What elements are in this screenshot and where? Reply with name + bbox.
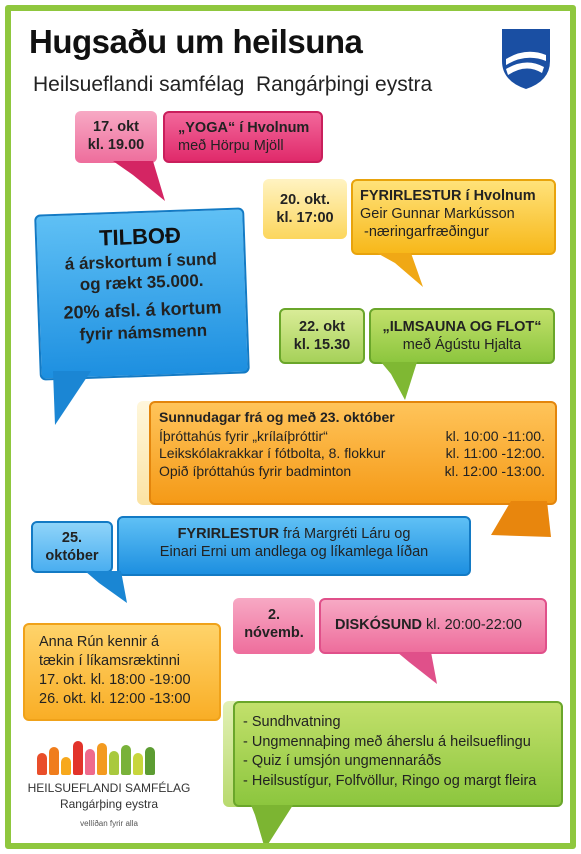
offer-line4: fyrir námsmenn <box>79 320 208 344</box>
list-item: - Ungmennaþing með áherslu á heilsueflingu <box>243 733 531 750</box>
event5-tail <box>391 652 451 688</box>
sundays-activity: Íþróttahús fyrir „krílaíþróttir“ <box>159 427 328 444</box>
event1-subtitle: með Hörpu Mjöll <box>178 138 284 155</box>
sundays-list <box>159 428 545 481</box>
event4-line2: Einari Erni um andlega og líkamlega líðan <box>159 544 429 561</box>
event2-line3: -næringarfræðingur <box>360 224 489 241</box>
sundays-time: kl. 11:00 -12:00. <box>445 445 545 461</box>
sundays-activity: Leikskólakrakkar í fótbolta, 8. flokkur <box>159 445 386 461</box>
event1-tail <box>103 161 173 205</box>
event5-date1: 2. <box>267 607 281 623</box>
community-logo-line1: HEILSUEFLANDI SAMFÉLAG <box>27 781 191 795</box>
sundays-row <box>159 428 545 446</box>
community-logo-figures <box>33 737 173 777</box>
sundays-activity: Opið íþróttahús fyrir badminton <box>159 462 352 479</box>
event4-title: FYRIRLESTUR <box>177 526 280 542</box>
anna-box <box>23 623 221 721</box>
list-box <box>233 701 563 807</box>
sundays-row <box>159 445 545 463</box>
event2-time: kl. 17:00 <box>276 210 334 227</box>
event3-time: kl. 15.30 <box>293 337 351 354</box>
event1-time: kl. 19.00 <box>87 137 145 154</box>
event1-box <box>163 111 323 163</box>
event3-box <box>369 308 555 364</box>
poster-frame <box>5 5 576 849</box>
offer-line2: og rækt 35.000. <box>79 270 204 294</box>
event2-date: 20. okt. <box>280 192 330 208</box>
event4-date1: 25. <box>61 530 83 546</box>
event2-line2: Geir Gunnar Markússon <box>360 206 515 223</box>
offer-line1: á árskortum í sund <box>64 248 218 274</box>
list-item: - Quiz í umsjón ungmennaráðs <box>243 753 442 770</box>
event5-box <box>319 598 547 654</box>
event4-tail <box>77 571 137 607</box>
event5-date-box <box>233 598 315 654</box>
anna-line3: 17. okt. kl. 18:00 -19:00 <box>39 671 191 688</box>
event5-time: kl. 20:00-22:00 <box>422 617 522 633</box>
event3-subtitle: með Ágústu Hjalta <box>402 337 522 354</box>
shield-logo-icon <box>498 25 554 91</box>
sundays-time: kl. 10:00 -11:00. <box>445 427 545 444</box>
sundays-row <box>159 463 545 481</box>
sundays-heading: Sunnudagar frá og með 23. október <box>159 409 395 425</box>
offer-box <box>34 207 250 380</box>
sundays-tail <box>481 501 561 541</box>
event1-date: 17. okt <box>93 119 139 135</box>
page-title: Hugsaðu um heilsuna <box>29 23 363 60</box>
community-logo-tagline: vellíðan fyrir alla <box>80 819 138 828</box>
event1-date-box <box>75 111 157 163</box>
offer-tail <box>47 371 107 427</box>
sundays-time: kl. 12:00 -13:00. <box>444 462 545 479</box>
event4-date2: október <box>45 548 99 565</box>
event5-title: DISKÓSUND <box>335 617 423 633</box>
event3-date: 22. okt <box>299 319 345 335</box>
anna-line4: 26. okt. kl. 12:00 -13:00 <box>39 690 191 707</box>
event5-date2: nóvemb. <box>244 625 304 642</box>
event3-date-box <box>279 308 365 364</box>
event3-title: „ILMSAUNA OG FLOT“ <box>382 319 542 335</box>
anna-line1: Anna Rún kennir á <box>39 634 160 650</box>
sundays-box <box>149 401 557 505</box>
event2-box <box>351 179 556 255</box>
offer-title: TILBOÐ <box>98 222 182 251</box>
event2-title: FYRIRLESTUR í Hvolnum <box>360 188 536 204</box>
list-item: - Heilsustígur, Folfvöllur, Ringo og margt fleira <box>243 772 537 789</box>
event4-date-box <box>31 521 113 573</box>
offer-line3: 20% afsl. á kortum <box>63 297 222 323</box>
page-subtitle: Heilsueflandi samfélag Rangárþingi eystra <box>33 73 433 96</box>
community-logo-line2: Rangárþing eystra <box>59 797 159 811</box>
event3-tail <box>377 362 437 402</box>
event4-line1: frá Margréti Láru og <box>279 526 411 542</box>
list-tail <box>245 805 315 849</box>
event2-date-box <box>263 179 347 239</box>
event1-title: „YOGA“ í Hvolnum <box>178 120 310 136</box>
event4-box <box>117 516 471 576</box>
event2-tail <box>371 253 441 289</box>
list-item: - Sundhvatning <box>243 714 341 730</box>
anna-line2: tækin í líkamsræktinni <box>39 652 181 669</box>
